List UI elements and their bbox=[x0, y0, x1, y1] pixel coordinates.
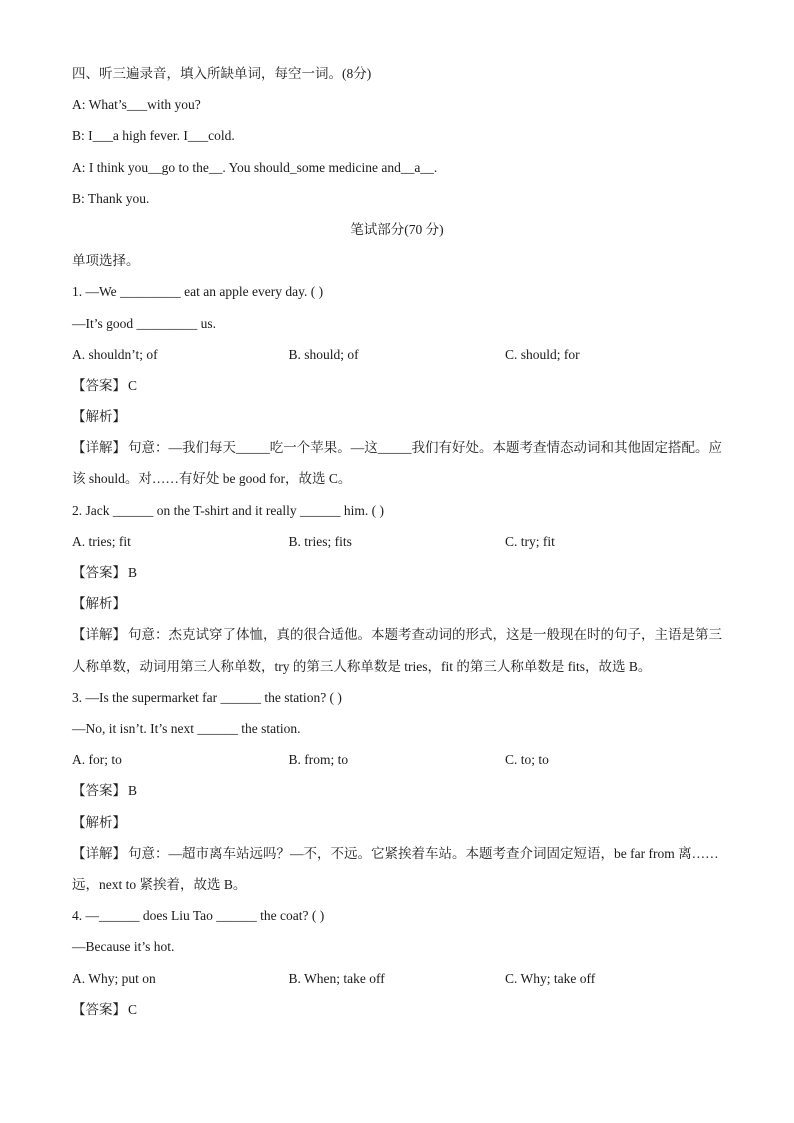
option-b: B. tries; fits bbox=[288, 533, 352, 549]
answer-value: C bbox=[128, 1001, 138, 1017]
answer-line bbox=[72, 557, 722, 588]
answer-value: C bbox=[128, 377, 138, 393]
option-a: A. for; to bbox=[72, 752, 122, 768]
question-block bbox=[72, 276, 722, 494]
detail-label: 【详解】 bbox=[72, 627, 126, 643]
option-c: C. try; fit bbox=[505, 533, 555, 549]
question-block bbox=[72, 682, 722, 900]
option-c: C. to; to bbox=[505, 752, 549, 768]
question-stem: 2. Jack ______ on the T-shirt and it really ______ him. ( ) bbox=[72, 502, 384, 518]
question-stem: —It’s good _________ us. bbox=[72, 315, 217, 331]
option-a: A. Why; put on bbox=[72, 970, 156, 986]
option-b: B. from; to bbox=[288, 752, 349, 768]
detail-label: 【详解】 bbox=[72, 845, 126, 861]
answer-value: B bbox=[128, 783, 138, 799]
option-c: C. should; for bbox=[505, 346, 580, 362]
section-label: 单项选择。 bbox=[72, 253, 140, 269]
detail-label: 【详解】 bbox=[72, 440, 126, 456]
options-row bbox=[72, 339, 722, 370]
analysis-label: 【解析】 bbox=[72, 596, 126, 612]
detail-text: 句意：—我们每天_____吃一个苹果。—这_____我们有好处。本题考查情态动词和其他固定搭配。应该 should。对……有好处 be good for，故选 C。 bbox=[72, 440, 722, 487]
options-row bbox=[72, 526, 722, 557]
answer-label: 【答案】 bbox=[72, 565, 126, 581]
option-a: A. shouldn’t; of bbox=[72, 346, 158, 362]
option-c: C. Why; take off bbox=[505, 970, 596, 986]
dialogue-line: B: Thank you. bbox=[72, 190, 150, 206]
options-row bbox=[72, 963, 722, 994]
detail-text: 句意：—超市离车站远吗？—不，不远。它紧挨着车站。本题考查介词固定短语，be far from 离……远，next to 紧挨着，故选 B。 bbox=[72, 845, 719, 892]
question-block bbox=[72, 900, 722, 1025]
answer-label: 【答案】 bbox=[72, 783, 126, 799]
question-stem: —No, it isn’t. It’s next ______ the station. bbox=[72, 721, 301, 736]
option-b: B. When; take off bbox=[288, 970, 385, 986]
question-block bbox=[72, 495, 722, 682]
answer-value: B bbox=[128, 565, 138, 581]
answer-line bbox=[72, 775, 722, 806]
question-stem: 1. —We _________ eat an apple every day. ( ) bbox=[72, 284, 324, 300]
option-b: B. should; of bbox=[288, 346, 359, 362]
detail-paragraph bbox=[72, 838, 722, 900]
document-page bbox=[72, 58, 722, 1025]
analysis-label: 【解析】 bbox=[72, 409, 126, 425]
question-stem: 4. —______ does Liu Tao ______ the coat? ( ) bbox=[72, 908, 325, 924]
question-stem: 3. —Is the supermarket far ______ the station? ( ) bbox=[72, 689, 342, 705]
option-a: A. tries; fit bbox=[72, 533, 131, 549]
answer-label: 【答案】 bbox=[72, 1001, 126, 1017]
answer-line bbox=[72, 370, 722, 401]
listening-heading: 四、听三遍录音，填入所缺单词，每空一词。(8分) bbox=[72, 66, 372, 81]
answer-line bbox=[72, 994, 722, 1025]
answer-label: 【答案】 bbox=[72, 377, 126, 393]
written-part-title: 笔试部分(70 分) bbox=[350, 221, 444, 237]
detail-paragraph bbox=[72, 432, 722, 494]
dialogue-line: A: What’s___with you? bbox=[72, 97, 201, 113]
detail-text: 句意：杰克试穿了体恤，真的很合适他。本题考查动词的形式，这是一般现在时的句子，主语是第三人称单数，动词用第三人称单数，try 的第三人称单数是 tries，fit 的第三人称单数是 fits，故选 B。 bbox=[72, 627, 722, 674]
dialogue-line: B: I___a high fever. I___cold. bbox=[72, 128, 235, 144]
dialogue-line: A: I think you__go to the__. You should_some medicine and__a__. bbox=[72, 159, 438, 175]
analysis-label: 【解析】 bbox=[72, 814, 126, 830]
question-stem: —Because it’s hot. bbox=[72, 939, 175, 955]
detail-paragraph bbox=[72, 619, 722, 681]
options-row bbox=[72, 744, 722, 775]
